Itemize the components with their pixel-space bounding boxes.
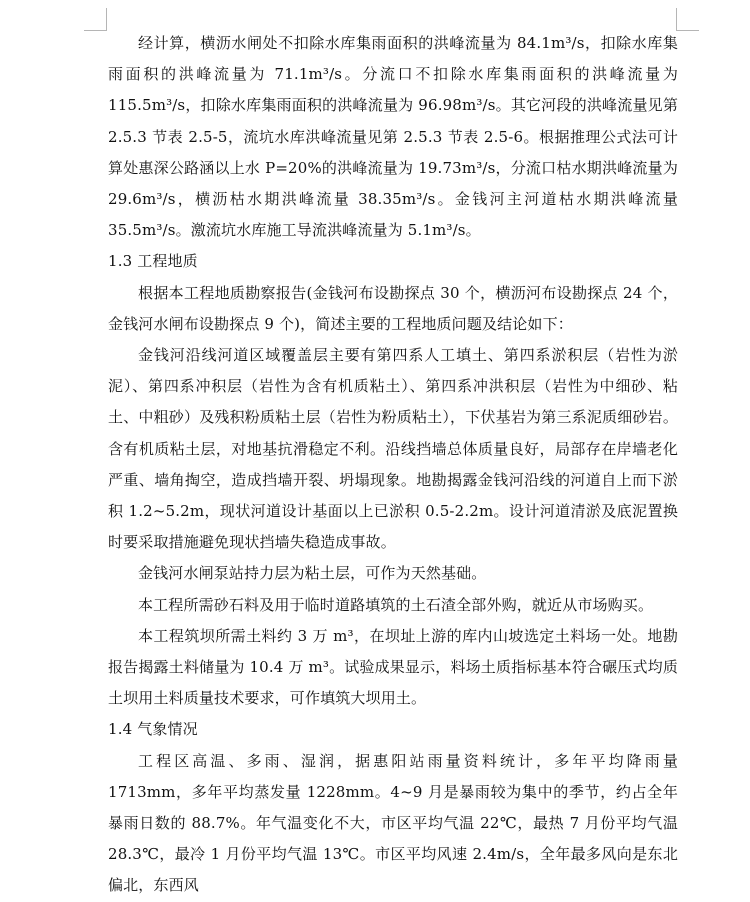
- paragraph-geology-report-intro: 根据本工程地质勘察报告(金钱河布设勘探点 30 个，横沥河布设勘探点 24 个，金钱河水闸布设勘探点 9 个)，简述主要的工程地质问题及结论如下：: [108, 283, 678, 333]
- document-body: [108, 28, 678, 902]
- paragraph-river-overburden-geology: 金钱河沿线河道区域覆盖层主要有第四系人工填土、第四系淤积层（岩性为淤泥）、第四系冲积层（岩性为含有机质粘土）、第四系冲洪积层（岩性为中细砂、粘土、中粗砂）及残积粉质粘土层（岩性为粉质粘土），下伏基岩为第三系泥质细砂岩。含有机质粘土层，对地基抗滑稳定不利。沿线挡墙总体质量良好，局部存在岸墙老化严重、墙角掏空，造成挡墙开裂、坍塌现象。地勘揭露金钱河沿线的河道自上而下淤积 1.2~5.2m，现状河道设计基面以上已淤积 0.5-2.2m。设计河道清淤及底泥置换时要采取措施避免现状挡墙失稳造成事故。: [108, 346, 678, 552]
- page-corner-mark-right: [676, 8, 699, 31]
- paragraph-climate-statistics: 工程区高温、多雨、湿润，据惠阳站雨量资料统计，多年平均降雨量 1713mm，多年平均蒸发量 1228mm。4~9 月是暴雨较为集中的季节，约占全年暴雨日数的 88.7%。年气温变化不大，市区平均气温 22℃，最热 7 月份平均气温 28.3℃，最冷 1 月份平均气温 13℃。市区平均风速 2.4m/s，全年最多风向是东北偏北，东西风: [108, 751, 678, 895]
- paragraph-sand-gravel-purchase: 本工程所需砂石料及用于临时道路填筑的土石渣全部外购，就近从市场购买。: [138, 595, 654, 614]
- paragraph-sluice-foundation: 金钱河水闸泵站持力层为粘土层，可作为天然基础。: [138, 564, 487, 583]
- section-heading-engineering-geology: 1.3 工程地质: [108, 252, 198, 271]
- paragraph-flood-peak-calculation: 经计算，横沥水闸处不扣除水库集雨面积的洪峰流量为 84.1m³/s，扣除水库集雨面积的洪峰流量为 71.1m³/s。分流口不扣除水库集雨面积的洪峰流量为 115.5m³/s，扣除水库集雨面积的洪峰流量为 96.98m³/s。其它河段的洪峰流量见第 2.5.3 节表 2.5-5，流坑水库洪峰流量见第 2.5.3 节表 2.5-6。根据推理公式法可计算处惠深公路涵以上水 P=20%的洪峰流量为 19.73m³/s，分流口枯水期洪峰流量为 29.6m³/s，横沥枯水期洪峰流量 38.35m³/s。金钱河主河道枯水期洪峰流量 35.5m³/s。激流坑水库施工导流洪峰流量为 5.1m³/s。: [108, 34, 678, 240]
- section-heading-meteorology: 1.4 气象情况: [108, 720, 198, 739]
- paragraph-earth-borrow-area: 本工程筑坝所需土料约 3 万 m³，在坝址上游的库内山坡选定土料场一处。地勘报告揭露土料储量为 10.4 万 m³。试验成果显示，料场土质指标基本符合碾压式均质土坝用土料质量技术要求，可作填筑大坝用土。: [108, 626, 678, 708]
- page-corner-mark-left: [84, 8, 107, 31]
